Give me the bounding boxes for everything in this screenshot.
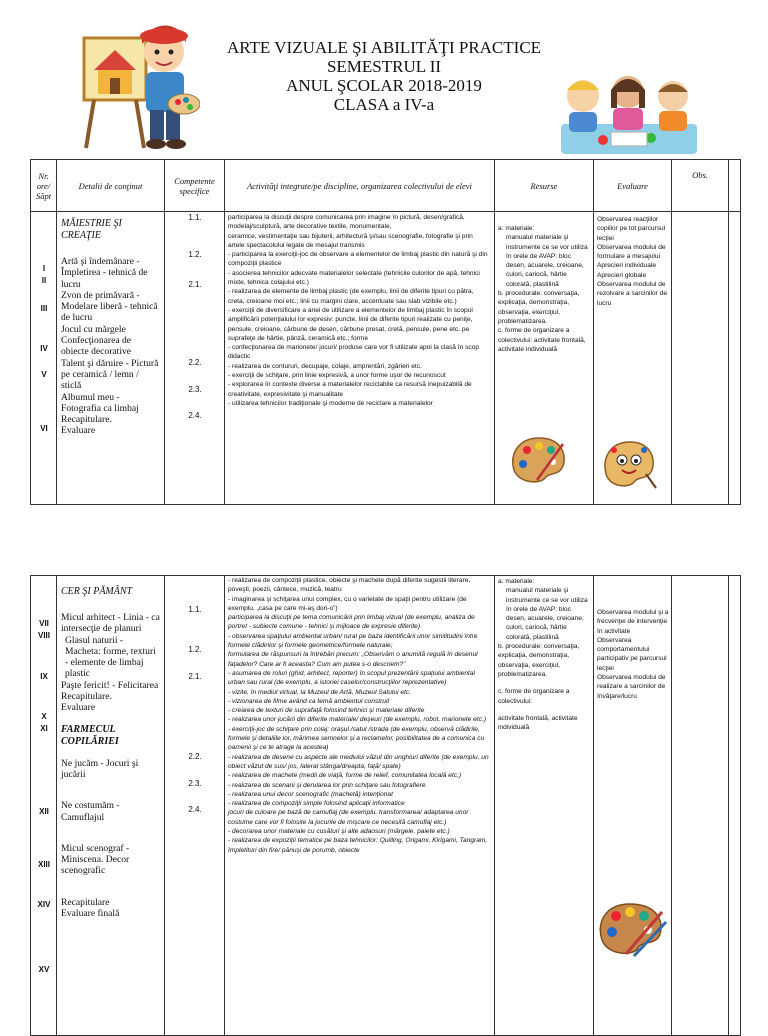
unit2-title-childhood: FARMECUL COPILĂRIEI: [61, 723, 119, 747]
resource-item: manualul materiale şi instrumente ce se vor utiliza în orele de AVAP: bloc desen, acuarele, creioane, culori, cariocă, hârtie colorată, plastilină: [506, 587, 588, 641]
competence-code: 2.4.: [188, 805, 202, 814]
unit1-evaluation: [594, 212, 672, 505]
competence-code: 2.1.: [188, 280, 202, 289]
activity-item: - realizarea unor jucării din diferite materiale/ deşeuri (de exemplu, robot, marionete etc.): [228, 716, 487, 724]
evaluation-item: Aprecieri globale: [597, 271, 647, 279]
activity-item: - realizarea de compoziţii simple folosind aplicaţii informatice: [228, 800, 405, 808]
content-item: Recapitulare.: [61, 414, 112, 426]
unit1-resources: [495, 212, 594, 505]
col-activitati-header: Activităţi integrate/pe discipline, organizarea colectivului de elevi: [225, 160, 495, 212]
resource-item: a: materiale:: [498, 225, 535, 232]
resource-item: b. procedurale: conversaţia, explicaţia, demonstraţia, observaţia, exerciţiul, problematizarea.: [498, 643, 580, 678]
competence-code: 2.3.: [188, 779, 202, 788]
col-competente-header: Competente specifice: [165, 160, 225, 212]
activity-item: - exerciţii de diversificare a ariei de utilizare a elementelor de limbaj plastic în scopul amplificării potenţialului lor expresiv: puncte, linii de diferite tipuri realizate cu peniţe, pensule, creioane, cărbune de desen, cărbune presat, cretă, pensule, pene etc. pe suprafeţe de hârtie, pânză, ceramică etc.; forme: [228, 306, 473, 342]
evaluation-item: Observarea modului de realizare a sarcinilor de învăţare/lucru: [597, 674, 666, 700]
week-label: VI: [40, 424, 48, 433]
evaluation-item: Observarea modului şi a frecvenţei de intervenţie în activitate: [597, 609, 669, 635]
activity-item: - realizarea de contururi, decupaje, colaje, amprentări, zgârieri etc.: [228, 362, 422, 370]
activity-item: ceramice, vestimentaţie sau bijuterii, arhitectură şi/sau scenografie, fotografie şi prin artele spectacolului legate de mesajul transmis: [228, 232, 473, 249]
activity-item: - realizarea de scenarii şi derularea lor prin schiţare sau fotografiere: [228, 781, 426, 789]
content-item: Talent şi dăruire - Pictură pe ceramică / lemn / sticlă: [61, 357, 159, 392]
competence-code: 2.1.: [188, 672, 202, 681]
resource-item: c. forme de organizare a colectivului: activitate frontală, activitate individuală: [498, 327, 586, 353]
week-label: IX: [40, 672, 48, 681]
paint-palette-icon: [509, 434, 569, 486]
content-item: Evaluare: [61, 425, 96, 437]
week-label: V: [41, 370, 47, 379]
col-nr-header: Nr. ore/ Săpt: [31, 160, 57, 212]
content-item: Recapitulare: [61, 896, 110, 908]
activity-item: - realizarea unui decor scenografic (machetă) intenţionat: [228, 790, 393, 798]
unit2-competences: [165, 576, 225, 1036]
week-label: XV: [38, 965, 50, 974]
col-evaluare-header: Evaluare: [594, 160, 672, 212]
activity-item: participarea la discuţii pe tema comunicării prin limbaj vizual (de exemplu, analiza de portret - subiecte comune - tehnici şi mijloace de expresie diferite): [228, 614, 475, 631]
content-item: Artă şi îndemânare - Împletirea - tehnică de lucru: [61, 256, 148, 290]
paint-palette-brushes-icon: [596, 898, 668, 958]
activity-item: jocuri de culoare pe bază de camuflaj (de exemplu, transformarea/ adaptarea unor costume care vor fi folosite la jocurile de mişcare ce necesită camuflaj etc.): [228, 809, 469, 826]
unit1-content: [57, 212, 165, 505]
content-item: Paşte fericit! - Felicitarea: [61, 679, 159, 691]
week-label: I: [42, 264, 46, 273]
activity-item: - realizarea de machete (medii de viaţă, forme de relief, comunitatea locală etc.): [228, 772, 462, 780]
competence-code: 2.4.: [188, 411, 202, 420]
week-label: XIV: [37, 900, 51, 909]
unit1-row: [31, 212, 741, 505]
children-painting-clipart: [553, 68, 703, 160]
unit2-evaluation: [594, 576, 672, 1036]
unit2-obs: [672, 576, 729, 1036]
activity-item: - asocierea tehnicilor adecvate materialelor selectate (tehnicile culorilor de apă, tehnici mixte, tehnica colajului etc.): [228, 269, 480, 287]
activity-item: - utilizarea tehnicilor tradiţionale şi moderne de reciclare a materialelor: [228, 399, 433, 407]
col-resurse-header: Resurse: [495, 160, 594, 212]
competence-code: 2.2.: [188, 358, 202, 367]
unit2-resources: [495, 576, 594, 1036]
activity-item: - realizarea de desene cu aspecte ale mediului văzut din unghiuri diferite (de exemplu, un obiect văzut de sus/ jos, lateral stânga/dreapta, faţă/ spate): [228, 753, 489, 770]
activity-item: formularea de răspunsuri la întrebări precum: „Observăm o anumită regulă în desenul faţadelor? Care ar fi aceasta? Cum am putea s-o descriem?”: [228, 651, 478, 668]
col-obs-header: Obs.: [672, 160, 729, 212]
unit2-row: [31, 576, 741, 1036]
content-item: Ne jucăm - Jocuri şi jucării: [61, 757, 139, 780]
resource-item: b. procedurale: conversaţia, explicaţia, demonstraţia, observaţia, exerciţiul, problematizarea.: [498, 290, 580, 325]
resource-item: manualul materiale şi instrumente ce se vor utiliza în orele de AVAP: bloc desen, acuarele, creioane, culori, cariocă, hârtie colorată, plastilină: [506, 234, 588, 288]
resource-item: a: materiale:: [498, 578, 535, 585]
resource-item: activitate frontală, activitate individuală: [498, 714, 578, 732]
activity-item: - realizarea de elemente de limbaj plastic (de exemplu, linii de diferite tipuri cu pătra, creta, creioane moi etc.; linii cu margini clare, accentuate sau slab vizibile etc.): [228, 288, 474, 305]
content-item: Confecţionarea de obiecte decorative: [61, 335, 132, 358]
week-label: X: [41, 712, 47, 721]
header-title: ARTE VIZUALE ŞI ABILITĂŢI PRACTICE: [226, 38, 542, 57]
unit1-weeks: [31, 212, 57, 505]
competence-code: 2.3.: [188, 385, 202, 394]
content-item: Micul arhitect - Linia - ca intersecţie de planuri: [61, 612, 160, 635]
evaluation-item: Observarea modului de formulare a mesajului: [597, 243, 666, 261]
header-class: CLASA a IV-a: [333, 95, 435, 114]
activity-item: - confecţionarea de marionete/ jocuri/ produse care vor fi utilizate apoi la clasă în scop didactic: [228, 344, 480, 361]
activity-item: participarea la discuţii despre comunicarea prin imagine în pictură, desen/grafică, modelaj/sculptură, arte decorative textile, monumentale,: [228, 214, 465, 231]
activity-item: - exerciţii de schiţare, prin linie expresivă, a unor forme uşor de recunoscut: [228, 372, 446, 380]
unit1-obs: [672, 212, 729, 505]
header-school-year: ANUL ŞCOLAR 2018-2019: [286, 76, 482, 95]
resource-item: c. forme de organizare a colectivului:: [498, 688, 570, 705]
content-item: Evaluare: [61, 702, 96, 714]
painter-boy-clipart: [80, 8, 200, 158]
competence-code: 1.2.: [188, 250, 202, 259]
week-label: VII: [39, 619, 49, 628]
content-item: Micul scenograf - Miniscena. Decor scenografic: [61, 842, 130, 877]
unit2-content: [57, 576, 165, 1036]
col-detalii-header: Detalii de conţinut: [57, 160, 165, 212]
content-item: Jocul cu mărgele: [61, 323, 126, 335]
week-label: XIII: [37, 860, 50, 869]
week-label: VIII: [37, 631, 50, 640]
activity-item: - vizionarea de filme având ca temă ambientul construit: [228, 697, 390, 705]
competence-code: 2.2.: [188, 752, 202, 761]
evaluation-item: Observarea comportamentului participativ pe parcursul lecţiei: [597, 636, 667, 672]
week-label: XII: [39, 807, 49, 816]
evaluation-item: Observarea reacţiilor copiilor pe tot parcursul lecţiei: [597, 216, 666, 242]
unit2-title-sky-earth: CER ŞI PĂMÂNT: [61, 586, 133, 597]
evaluation-item: Observarea modului de rezolvare a sarcinilor de lucru: [597, 281, 667, 307]
content-item: Zvon de primăvară - Modelare liberă - tehnică de lucru: [61, 289, 158, 324]
content-item: Albumul meu - Fotografia ca limbaj: [61, 391, 139, 414]
content-item: Recapitulare.: [61, 691, 112, 703]
week-label: XI: [40, 724, 48, 733]
week-label: II: [41, 276, 47, 285]
week-label: III: [40, 304, 48, 313]
activity-item: - imaginarea şi schiţarea unui complex, cu o varietate de spaţii pentru utilizare (de exemplu, „casa pe care mi-aş dori-o”): [228, 595, 467, 612]
content-item: Evaluare finală: [61, 908, 120, 920]
activity-item: - realizarea de expoziţii tematice pe baza tehnicilor: Quilling, Origami, Kirigami, Tangram, împletituri din fire/ pănuşi de porumb, obiecte: [228, 837, 488, 854]
activity-item: - exerciţii-joc de schiţare prin colaj: oraşul /satul /strada (de exemplu, observă clădirile, formele şi detaliile lor, mărimea semnelor şi a reclamelor, posibilitatea de a comunica cu oamenii şi ce te atrage la acestea): [228, 725, 485, 752]
palette-mascot-icon: [602, 438, 658, 492]
unit1-activities: [225, 212, 495, 505]
activity-item: - observarea spaţiului ambiental urban/ rural pe baza identificării unor similitudini între formele clădirilor şi formele geometrice/formele naturale;: [228, 632, 478, 650]
evaluation-item: Aprecieri individuale: [597, 262, 657, 270]
competence-code: 1.2.: [188, 645, 202, 654]
content-item: Glasul naturii - Macheta: forme, texturi - elemente de limbaj plastic: [65, 634, 156, 680]
activity-item: - participarea la exerciţii-joc de observare a elementelor de limbaj plastic din natură şi din compoziţii plastice: [228, 251, 488, 268]
unit1-competences: [165, 212, 225, 505]
unit2-weeks: [31, 576, 57, 1036]
activity-item: - decorarea unor materiale cu cusături şi alte adaosuri (mărgele, paiete etc.): [228, 828, 450, 836]
activity-item: - vizite, în mediul virtual, la Muzeul de Artă, Muzeul Satului etc.: [228, 688, 411, 696]
header-semester: SEMESTRUL II: [326, 57, 442, 76]
activity-item: - explorarea în contexte diverse a materialelor reciclabile ca resursă inepuizabilă de creativitate, expresivitate şi manualitate: [228, 381, 472, 398]
competence-code: 1.1.: [188, 213, 202, 222]
table-header-row: [31, 160, 741, 212]
unit1-title: MĂIESTRIE ŞI CREAŢIE: [61, 218, 122, 241]
activity-item: - realizarea de compoziţii plastice, obiecte şi machete după diferite sugestii literare, poveşti, poezii, cântece, muzică, teatru: [228, 577, 471, 594]
activity-item: - asumarea de roluri (ghid, arhitect, reporter) în scopul prezentării spaţiului ambiental urban sau rural (de exemplu, a istoriei caselor/construcţiilor reprezentative): [228, 669, 476, 687]
unit2-activities: [225, 576, 495, 1036]
plan-table-unit1: [30, 159, 741, 505]
activity-item: - crearea de texturi de suprafaţă folosind tehnici şi materiale diferite: [228, 707, 425, 715]
week-label: IV: [40, 344, 48, 353]
competence-code: 1.1.: [188, 605, 202, 614]
plan-table-unit2: [30, 575, 741, 1036]
content-item: Ne costumăm - Camuflajul: [61, 800, 120, 823]
